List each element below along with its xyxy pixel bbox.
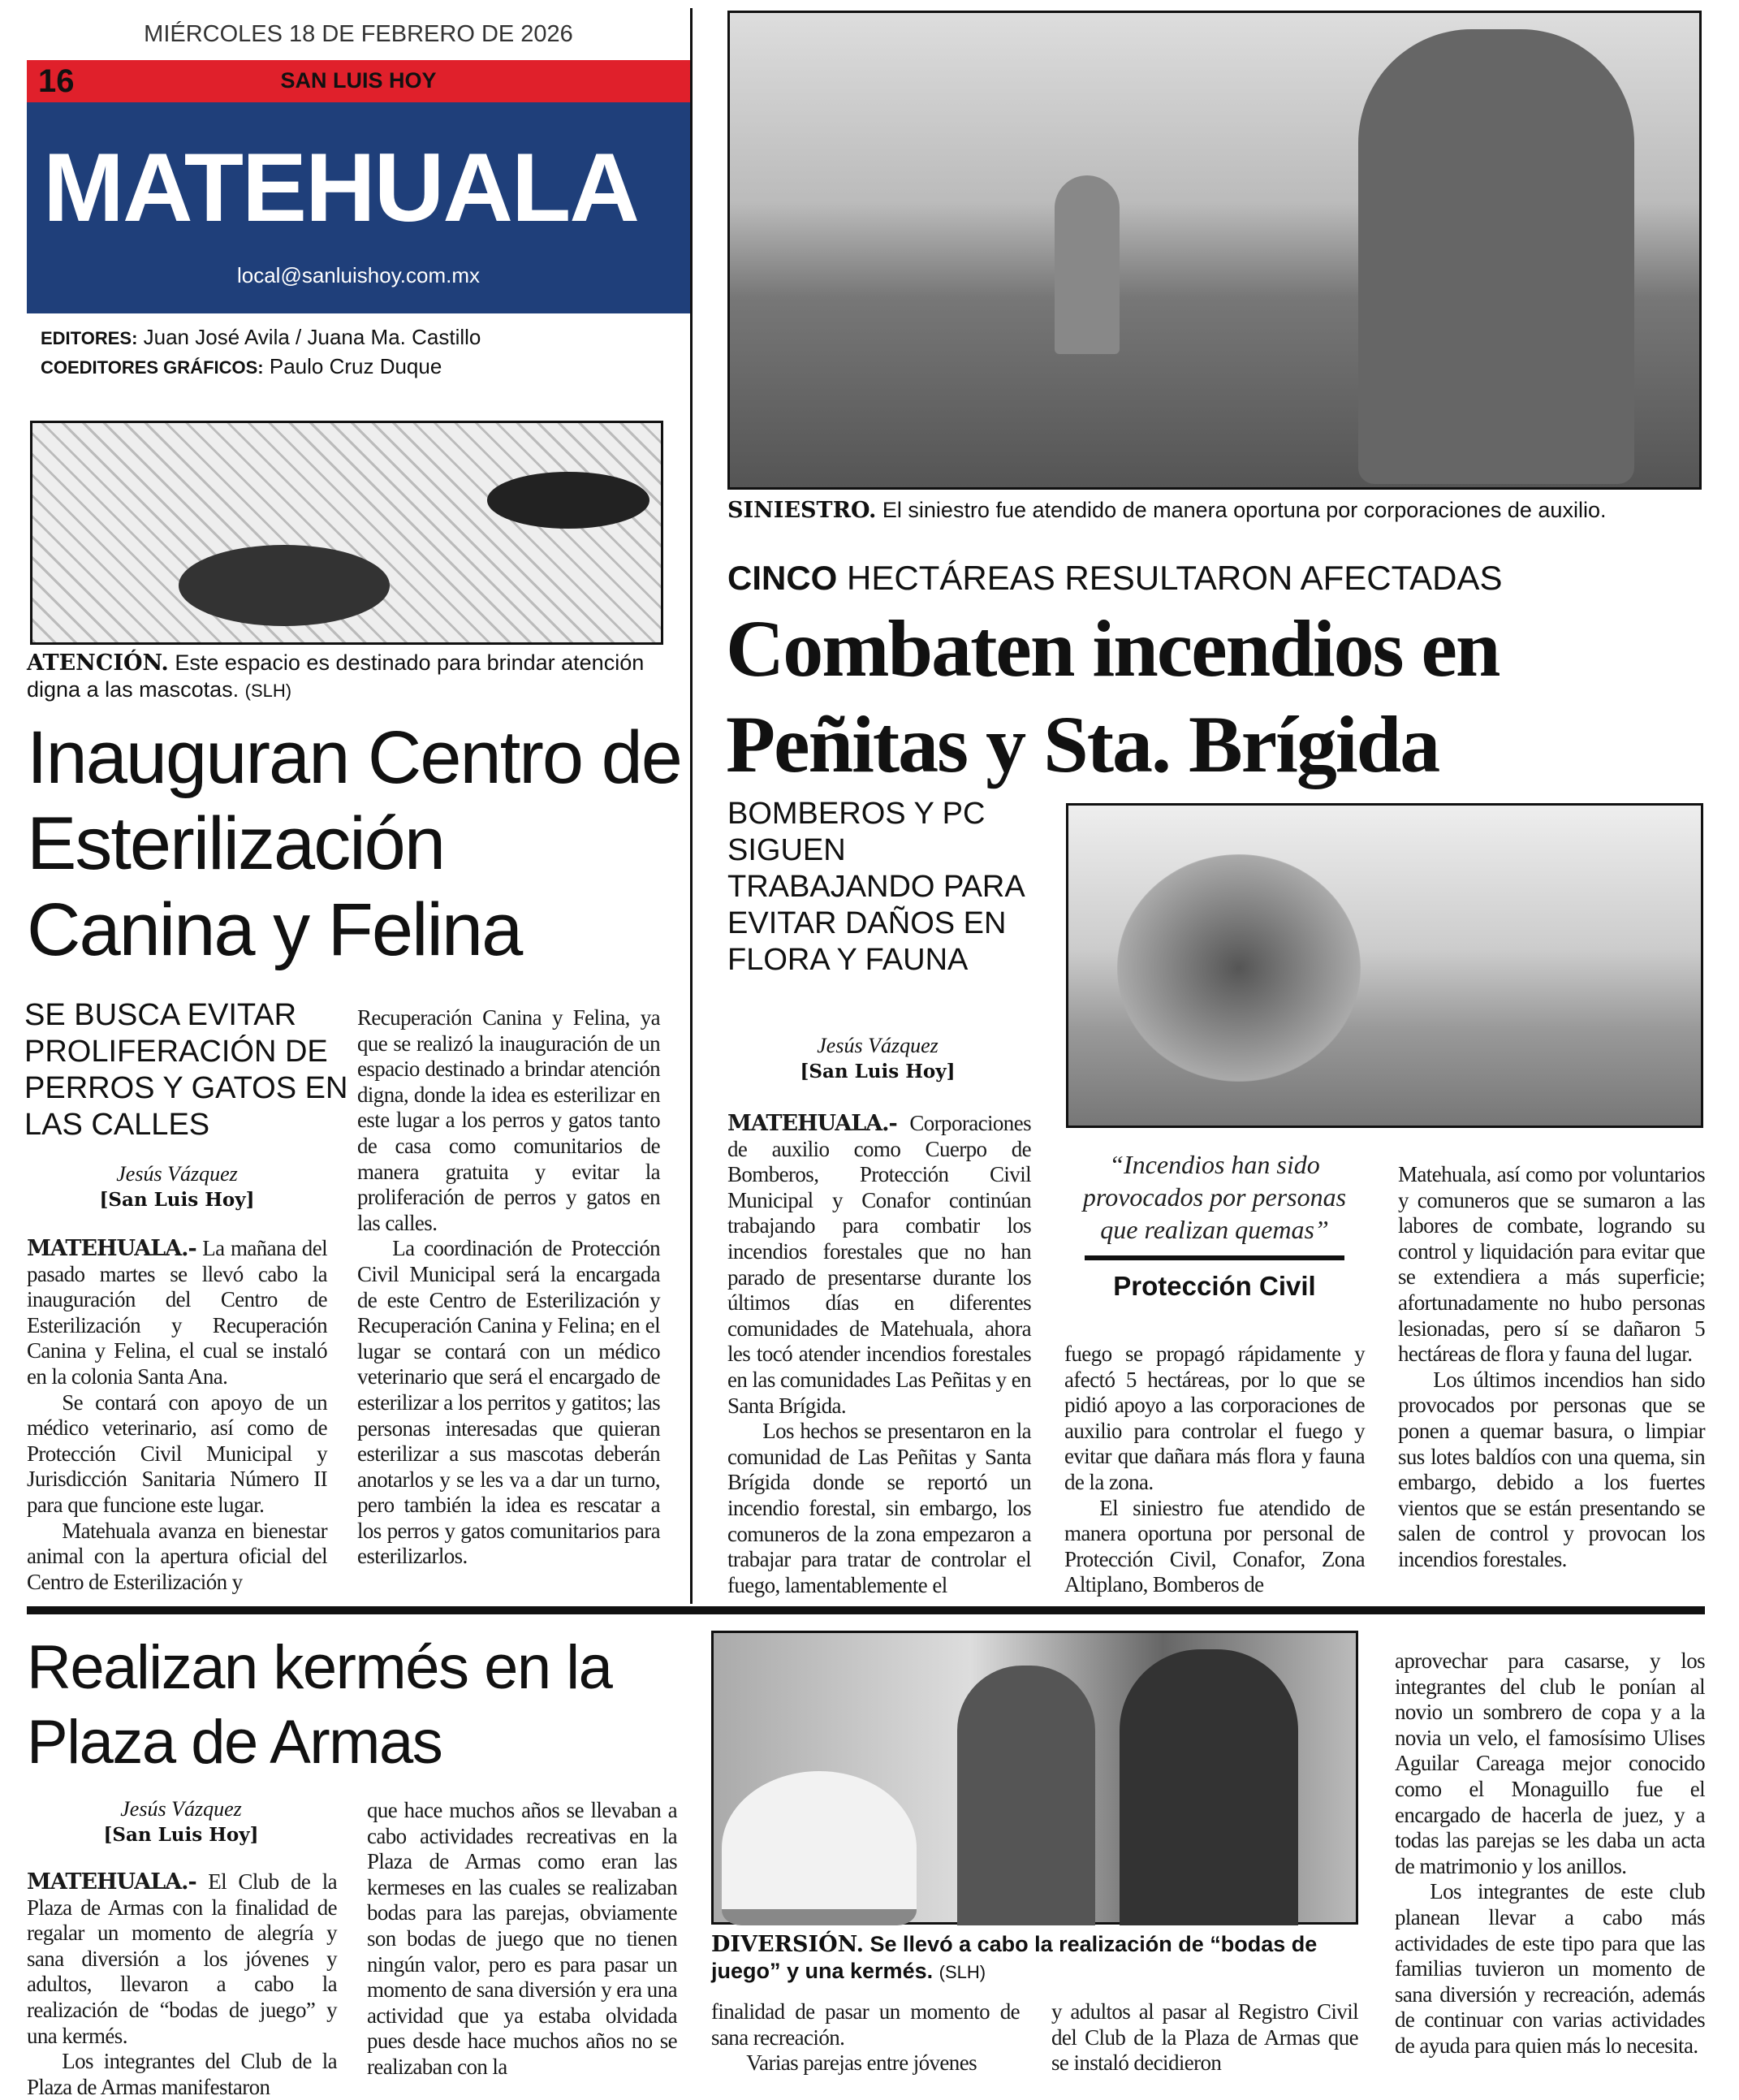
firefighter-figure: [1358, 29, 1634, 484]
editors-label: EDITORES:: [41, 328, 138, 348]
outlet: [San Luis Hoy]: [103, 1824, 259, 1846]
pet-bed: [487, 472, 649, 529]
quote-rule: [1085, 1255, 1344, 1260]
publication-name: SAN LUIS HOY: [280, 68, 437, 93]
column-divider: [690, 8, 693, 1604]
tree-silhouette: [1117, 854, 1361, 1082]
paragraph: La coordinación de Protección Civil Municipal será la encargada de este Centro de Esterilización y Recuperación Canina y Felina; en el lugar se contará con un médico veterinario que será el encargado de esterilizar a los perritos y gatitos; las personas interesadas que quieran esterilizar a sus mascotas deberán anotarlos y se les va a dar un turno, pero también la idea es rescatar a los perros y gatos comunitarios para esterilizarlos.: [357, 1236, 660, 1569]
byline: [27, 1796, 335, 1848]
kicker-text: HECTÁREAS RESULTARON AFECTADAS: [847, 559, 1503, 597]
photo-firefighters-brush: [727, 11, 1702, 490]
paragraph: Los hechos se presentaron en la comunidad de Las Peñitas y Santa Brígida donde se reportó un incendio forestal, sin embargo, los comuneros de la zona empezaron a trabajar para tratar de controlar el fuego, lamentablemente el: [727, 1419, 1031, 1597]
paragraph: Matehuala avanza en bienestar animal con la apertura oficial del Centro de Esterilización y: [27, 1518, 327, 1594]
article-column: [727, 1111, 1031, 1598]
graphic-editors-label: COEDITORES GRÁFICOS:: [41, 357, 264, 378]
kicker: [727, 559, 1503, 598]
caption-text: Este espacio es destinado para brindar atención digna a las mascotas.: [27, 650, 645, 702]
caption-text: Se llevó a cabo la realización de “bodas de juego” y una kermés.: [711, 1932, 1318, 1983]
quote-text: “Incendios han sido provocados por personas que realizan quemas”: [1082, 1150, 1347, 1244]
section-header: [27, 60, 690, 313]
paragraph: Corporaciones de auxilio como Cuerpo de Bomberos, Protección Civil Municipal y Conafor continúan trabajando para combatir los incendios forestales que no han parado de presentarse durante los últimos días en diferentes comunidades de Matehuala, ahora les tocó atender incendios forestales en las comunidades Las Peñitas y en Santa Brígida.: [727, 1111, 1031, 1418]
caption-source: (SLH): [244, 681, 292, 701]
photo-burned-scrubland: [1066, 803, 1703, 1128]
paragraph: Varias parejas entre jóvenes: [746, 2050, 977, 2076]
headline: [726, 601, 1716, 793]
byline: [27, 1161, 327, 1213]
caption-source: (SLH): [939, 1962, 986, 1982]
photo-kermes-couple: [711, 1631, 1358, 1925]
paragraph: Recuperación Canina y Felina, ya que se realizó la inauguración de un espacio destinado a brindar atención digna, donde la idea es esterilizar en este lugar a los perros y gatos tanto de casa como comunitarios de manera gratuita y evitar la proliferación de perros y gatos en las calles.: [357, 1005, 660, 1235]
photo-pet-bed-kennel: [30, 421, 663, 645]
person-figure: [1120, 1649, 1298, 1925]
article-column: [1064, 1342, 1365, 1598]
section-title: MATEHUALA: [43, 133, 638, 242]
paragraph: y adultos al pasar al Registro Civil del Club de la Plaza de Armas que se instaló decidieron: [1051, 1999, 1358, 2076]
pet-bed: [179, 545, 390, 626]
quote-source: Protección Civil: [1113, 1271, 1316, 1301]
dateline: MATEHUALA.-: [27, 1236, 196, 1261]
outlet: [San Luis Hoy]: [99, 1189, 255, 1211]
article-column: [1398, 1162, 1705, 1598]
article-column: [1395, 1648, 1705, 2079]
headline-line: Combaten incendios en: [726, 603, 1500, 694]
article-column: [367, 1798, 677, 2079]
caption-text: El siniestro fue atendido de manera oportuna por corporaciones de auxilio.: [882, 498, 1607, 522]
headline: Inauguran Centro de Esterilización Canina y Felina: [27, 716, 681, 971]
editors-names: Juan José Avila / Juana Ma. Castillo: [143, 325, 481, 349]
photo-caption: [727, 497, 1702, 524]
byline: [727, 1033, 1028, 1085]
paragraph: finalidad de pasar un momento de sana recreación.: [711, 1999, 1020, 2050]
section-email[interactable]: local@sanluishoy.com.mx: [236, 263, 480, 287]
caption-tag: DIVERSIÓN.: [711, 1932, 865, 1957]
page-number: 16: [38, 63, 75, 99]
paragraph: Los integrantes del Club de la Plaza de Armas manifestaron: [27, 2049, 337, 2099]
firefighter-figure: [1055, 175, 1120, 354]
paragraph: Los últimos incendios han sido provocados por personas que se ponen a quemar basura, o limpiar sus lotes baldíos con una quema, sin embargo, debido a los fuertes vientos que se están presentando se salen de control y provocan los incendios forestales.: [1398, 1367, 1705, 1571]
caption-tag: SINIESTRO.: [727, 498, 877, 523]
paragraph: aprovechar para casarse, y los integrantes del club le ponían al novio un sombrero de copa y a la novia un velo, el famosísimo Ulises Aguilar Careaga mejor conocido como el Monaguillo fue el encargado de hacerla de juez, y a todas las parejas se les daba un acta de matrimonio y los anillos.: [1395, 1648, 1705, 1878]
article-column: [357, 1005, 660, 1598]
blue-panel: [27, 102, 690, 313]
paragraph: Se contará con apoyo de un médico veterinario, así como de Protección Civil Municipal y Jurisdicción Sanitaria Número II para que funcione este lugar.: [27, 1389, 327, 1517]
subheadline: BOMBEROS Y PC SIGUEN TRABAJANDO PARA EVITAR DAÑOS EN FLORA Y FAUNA: [727, 797, 1024, 977]
paragraph: fuego se propagó rápidamente y afectó 5 hectáreas, por lo que se pidió apoyo a las corporaciones de auxilio para controlar el fuego y evitar que dañara más flora y fauna de la zona.: [1064, 1342, 1365, 1494]
article-column: [711, 1999, 1020, 2079]
red-bar: [27, 60, 690, 102]
paragraph: Los integrantes de este club planean llevar a cabo más actividades de este tipo para que las familias tuvieron un momento de sana diversión y recreación, además de continuar con varias actividades de ayuda para quien más lo necesita.: [1395, 1879, 1705, 2058]
photo-caption: [27, 650, 668, 704]
person-figure: [957, 1666, 1095, 1925]
headline: Realizan kermés en la Plaza de Armas: [27, 1633, 612, 1777]
photo-caption: [711, 1931, 1361, 1985]
issue-date: MIÉRCOLES 18 DE FEBRERO DE 2026: [144, 21, 573, 47]
dateline: MATEHUALA.-: [27, 1869, 196, 1895]
paragraph: El Club de la Plaza de Armas con la finalidad de regalar un momento de alegría y sana diversión a los jóvenes y adultos, llevaron a cabo la realización de “bodas de juego” y una kermés.: [27, 1869, 337, 2048]
author: Jesús Vázquez: [116, 1162, 238, 1186]
article-column: [27, 1869, 337, 2099]
caption-tag: ATENCIÓN.: [27, 650, 169, 676]
subheadline: SE BUSCA EVITAR PROLIFERACIÓN DE PERROS Y GATOS EN LAS CALLES: [24, 998, 348, 1142]
paragraph: El siniestro fue atendido de manera oportuna por personal de Protección Civil, Conafor, Zona Altiplano, Bomberos de: [1064, 1495, 1365, 1597]
editors-credit: [41, 323, 481, 382]
article-column: [27, 1236, 327, 1598]
white-hat: [722, 1771, 917, 1925]
section-rule: [27, 1606, 1705, 1614]
graphic-editors-names: Paulo Cruz Duque: [269, 354, 442, 378]
pull-quote: [1064, 1148, 1365, 1303]
paragraph: Matehuala, así como por voluntarios y comuneros que se sumaron a las labores de combate, logrando su control y liquidación para evitar que se extendiera a más superficie; afortunadamente no hubo personas lesionadas, pero sí se dañaron 5 hectáreas de flora y fauna del lugar.: [1398, 1162, 1705, 1367]
headline-line: Peñitas y Sta. Brígida: [726, 699, 1439, 789]
kicker-bold: CINCO: [727, 559, 838, 597]
article-column: [1051, 1999, 1358, 2079]
dateline: MATEHUALA.-: [727, 1111, 897, 1136]
author: Jesús Vázquez: [120, 1797, 242, 1821]
author: Jesús Vázquez: [817, 1034, 939, 1057]
paragraph: La mañana del pasado martes se llevó cabo la inauguración del Centro de Esterilización y Recuperación Canina y Felina, el cual se instaló en la colonia Santa Ana.: [27, 1236, 327, 1389]
paragraph: que hace muchos años se llevaban a cabo actividades recreativas en la Plaza de Armas como eran las kermeses en las cuales se realizaban bodas para las parejas, obviamente son bodas de juego que no tienen ningún valor, pero es para pasar un momento de sana diversión y era una actividad que ya estaba olvidada pues desde hace muchos años no se realizaban con la: [367, 1798, 677, 2079]
outlet: [San Luis Hoy]: [800, 1061, 956, 1082]
